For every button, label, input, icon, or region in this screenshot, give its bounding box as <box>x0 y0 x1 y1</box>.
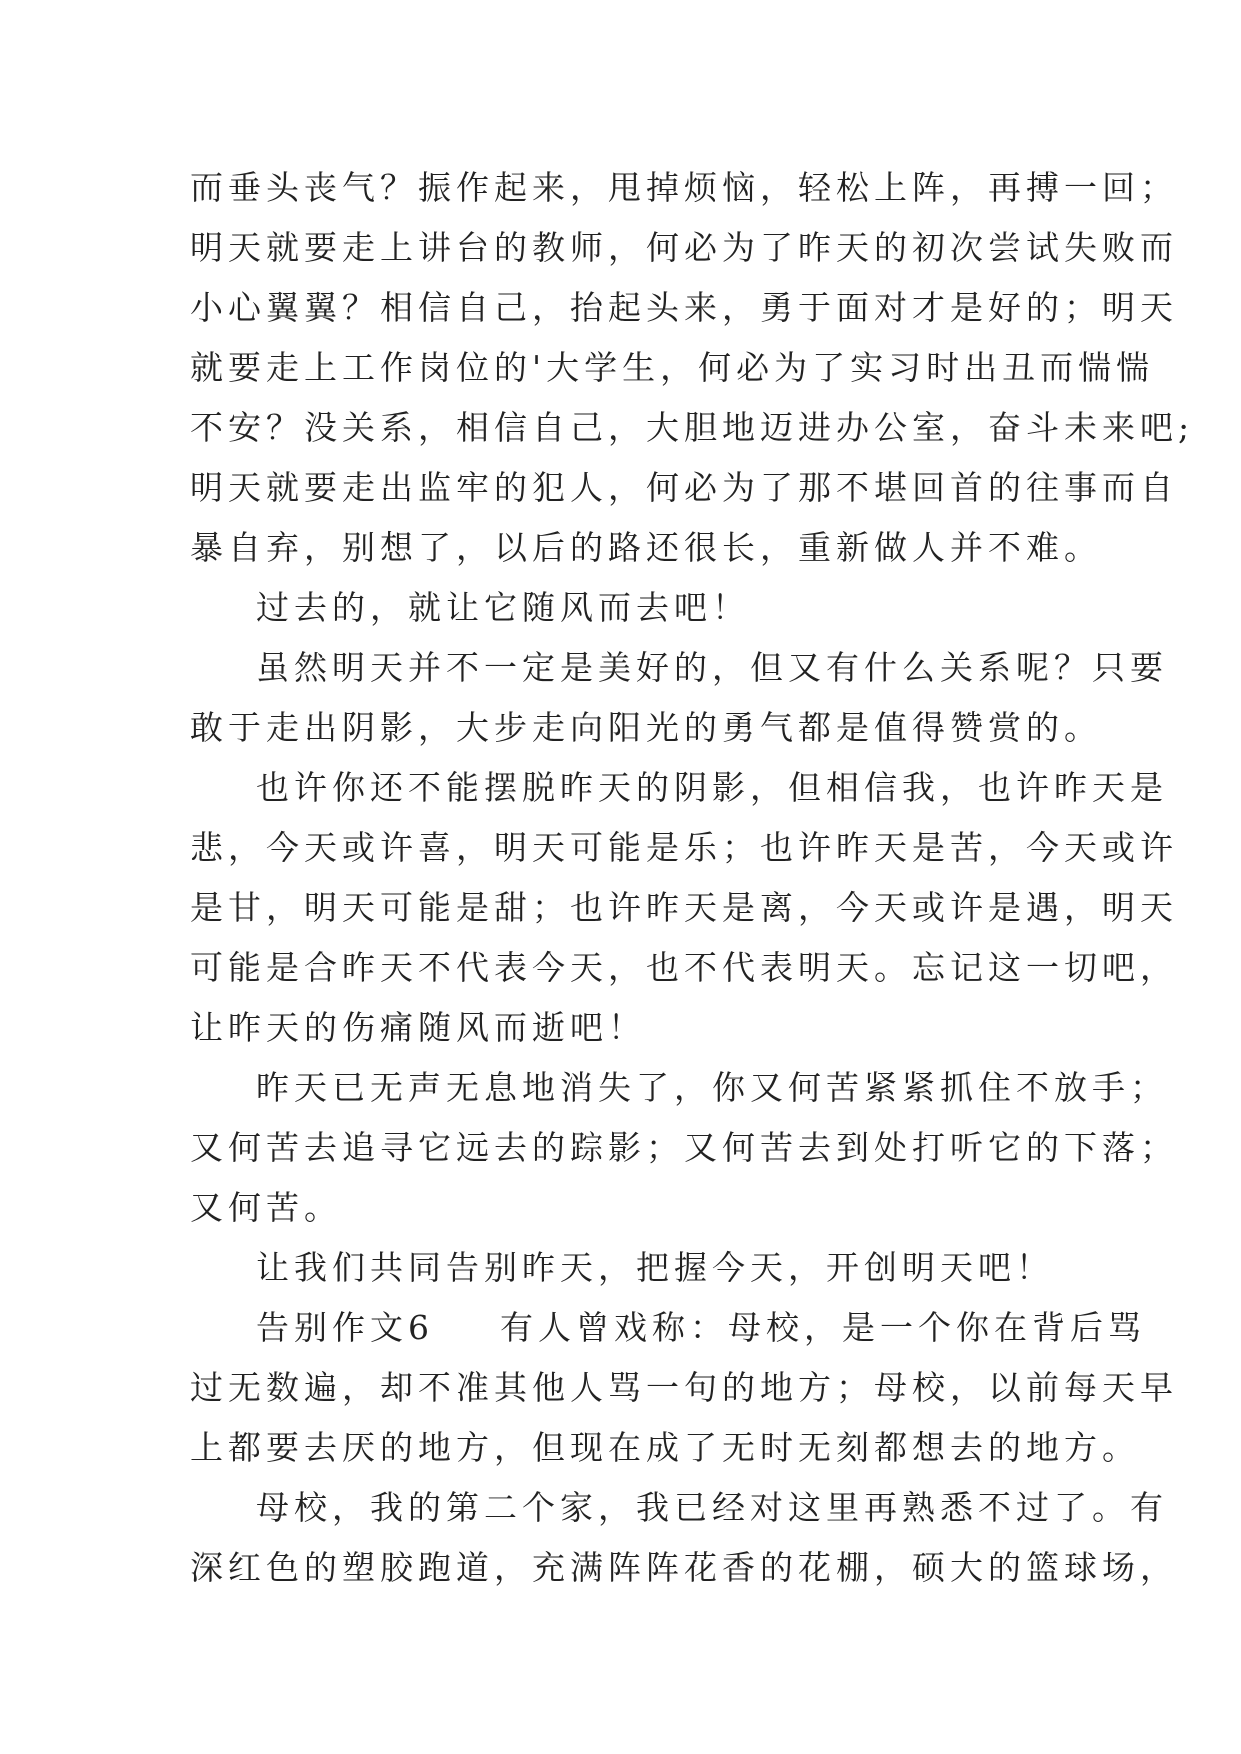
text-line: 敢于走出阴影，大步走向阳光的勇气都是值得赞赏的。 <box>190 708 1102 747</box>
text-line: 悲，今天或许喜，明天可能是乐；也许昨天是苦，今天或许 <box>190 828 1178 867</box>
text-line: 又何苦去追寻它远去的踪影；又何苦去到处打听它的下落； <box>190 1128 1178 1167</box>
text-line: 虽然明天并不一定是美好的，但又有什么关系呢？只要 <box>256 648 1168 687</box>
text-line: 而垂头丧气？振作起来，甩掉烦恼，轻松上阵，再搏一回； <box>190 168 1178 207</box>
text-line: 明天就要走上讲台的教师，何必为了昨天的初次尝试失败而 <box>190 228 1178 267</box>
text-line: 昨天已无声无息地消失了，你又何苦紧紧抓住不放手； <box>256 1068 1168 1107</box>
text-line: 可能是合昨天不代表今天，也不代表明天。忘记这一切吧， <box>190 948 1178 987</box>
section-heading-title: 告别作文6 <box>256 1308 434 1347</box>
text-line: 又何苦。 <box>190 1188 342 1227</box>
text-line: 明天就要走出监牢的犯人，何必为了那不堪回首的往事而自 <box>190 468 1178 507</box>
text-line: 不安？没关系，相信自己，大胆地迈进办公室，奋斗未来吧; <box>190 408 1195 447</box>
text-line: 让我们共同告别昨天，把握今天，开创明天吧！ <box>256 1248 1054 1287</box>
text-line: 过去的，就让它随风而去吧！ <box>256 588 750 627</box>
text-line: 也许你还不能摆脱昨天的阴影，但相信我，也许昨天是 <box>256 768 1168 807</box>
text-line: 小心翼翼？相信自己，抬起头来，勇于面对才是好的；明天 <box>190 288 1178 327</box>
text-line: 让昨天的伤痛随风而逝吧！ <box>190 1008 646 1047</box>
text-line: 母校，我的第二个家，我已经对这里再熟悉不过了。有 <box>256 1488 1168 1527</box>
text-line: 就要走上工作岗位的'大学生，何必为了实习时出丑而惴惴 <box>190 348 1155 387</box>
text-line: 过无数遍，却不准其他人骂一句的地方；母校，以前每天早 <box>190 1368 1178 1407</box>
section-heading-line <box>190 1298 1146 1358</box>
text-line: 暴自弃，别想了，以后的路还很长，重新做人并不难。 <box>190 528 1102 567</box>
essay-body <box>190 158 1195 1598</box>
section-heading-text: 有人曾戏称：母校，是一个你在背后骂 <box>500 1308 1146 1347</box>
text-line: 上都要去厌的地方，但现在成了无时无刻都想去的地方。 <box>190 1428 1140 1467</box>
text-line: 是甘，明天可能是甜；也许昨天是离，今天或许是遇，明天 <box>190 888 1178 927</box>
text-line: 深红色的塑胶跑道，充满阵阵花香的花棚，硕大的篮球场， <box>190 1548 1178 1587</box>
